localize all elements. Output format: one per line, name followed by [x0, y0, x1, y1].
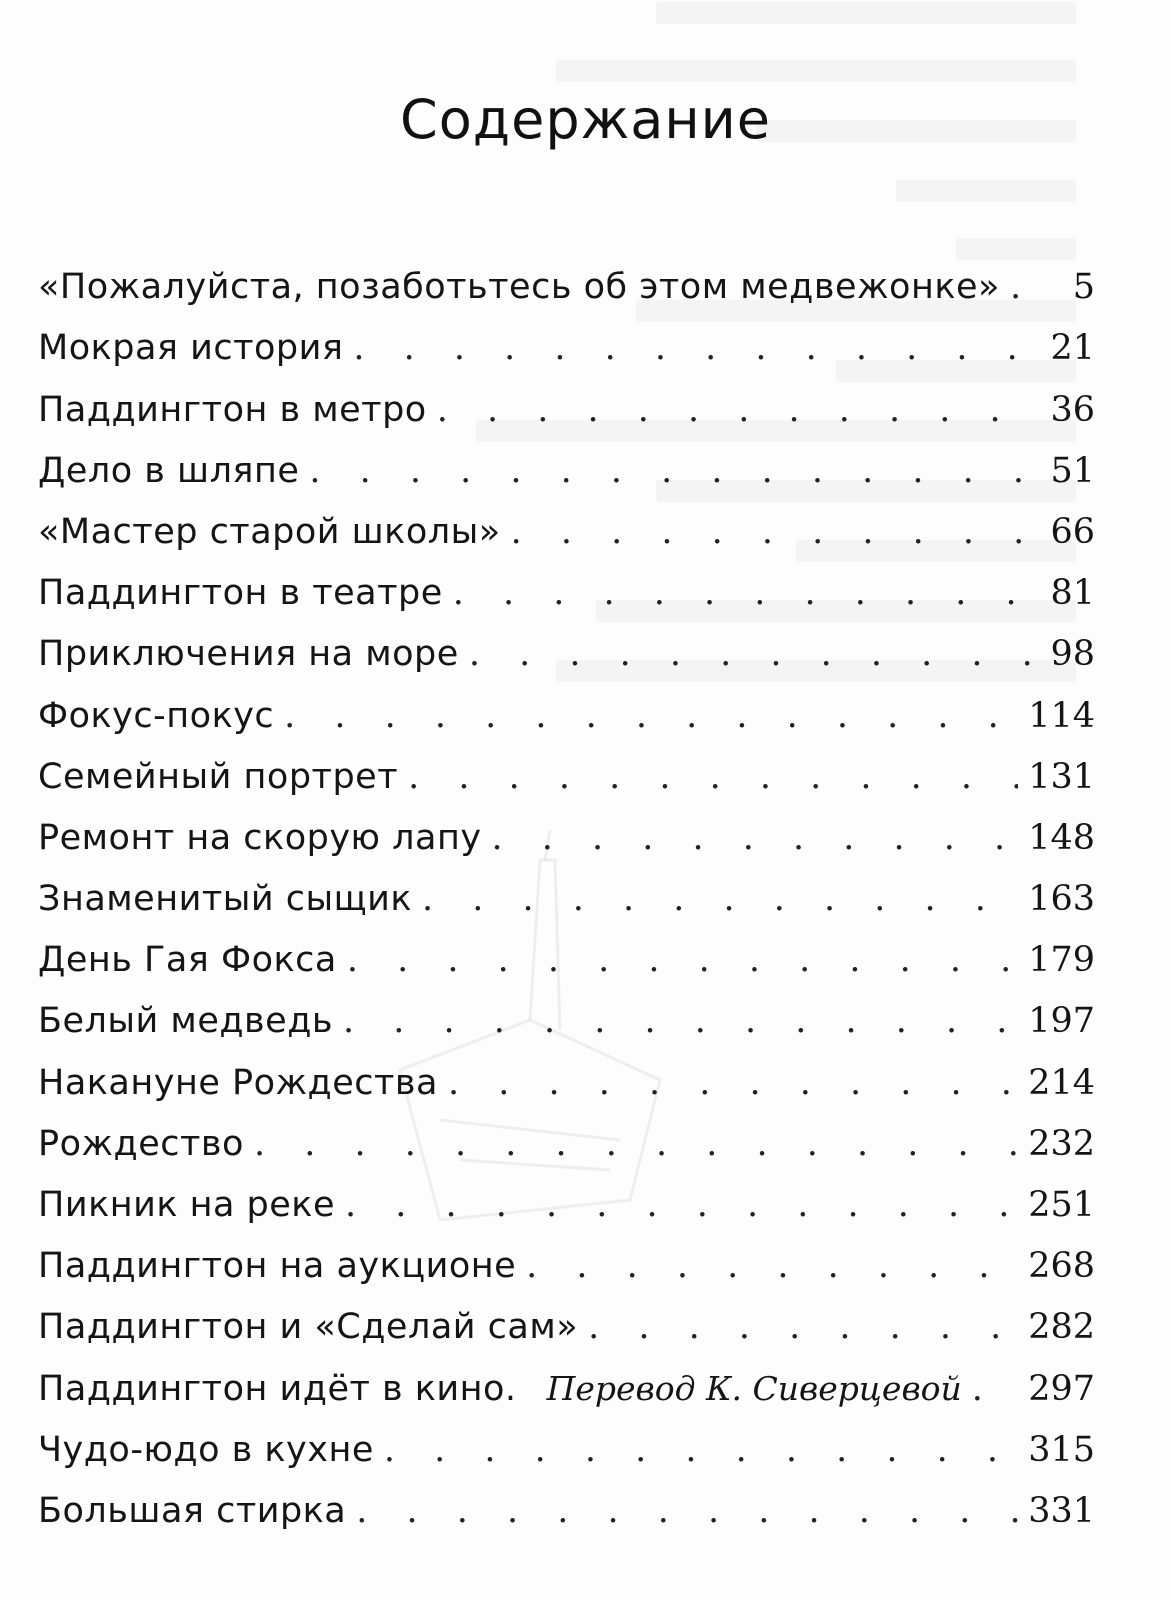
chapter-title: Паддингтон на аукционе: [38, 1246, 517, 1287]
chapter-title: Семейный портрет: [38, 756, 399, 797]
chapter-title: День Гая Фокса: [38, 940, 337, 981]
toc-entry[interactable]: [38, 860, 1095, 921]
dot-leader: [408, 755, 1018, 799]
toc-entry[interactable]: [38, 1105, 1095, 1166]
dot-leader: [437, 388, 1041, 432]
toc-entry[interactable]: [38, 1043, 1095, 1104]
chapter-title: Большая стирка: [38, 1490, 347, 1531]
chapter-title: Рождество: [38, 1123, 244, 1164]
page-number: 232: [1028, 1123, 1095, 1164]
page-number: 179: [1028, 940, 1095, 981]
dot-leader: [448, 1061, 1018, 1105]
dot-leader: [347, 938, 1018, 982]
dot-leader: [353, 326, 1040, 370]
toc-entry[interactable]: [38, 370, 1095, 431]
page-number: 21: [1050, 328, 1095, 369]
chapter-title: Пикник на реке: [38, 1185, 335, 1225]
chapter-title: «Мастер старой школы»: [38, 511, 501, 552]
page-number: 297: [1028, 1368, 1095, 1409]
page-number: 163: [1028, 879, 1095, 920]
toc-entry[interactable]: [38, 1288, 1095, 1349]
page-number: 148: [1028, 817, 1095, 858]
page-number: 214: [1028, 1062, 1095, 1103]
dot-leader: [469, 632, 1041, 676]
chapter-title: Чудо-юдо в кухне: [38, 1429, 374, 1470]
chapter-title: Белый медведь: [38, 1001, 334, 1042]
page-number: 315: [1028, 1429, 1095, 1470]
table-of-contents: [38, 248, 1095, 1533]
page-number: 331: [1028, 1490, 1095, 1531]
page-number: 5: [1072, 267, 1095, 308]
toc-entry[interactable]: [38, 921, 1095, 982]
chapter-title: Накануне Рождества: [38, 1062, 438, 1103]
dot-leader: [511, 510, 1041, 554]
chapter-title: Паддингтон в метро: [38, 389, 427, 430]
dot-leader: [356, 1489, 1018, 1533]
page-number: 81: [1050, 573, 1095, 614]
chapter-title: Ремонт на скорую лапу: [38, 817, 482, 858]
toc-entry[interactable]: [38, 432, 1095, 493]
chapter-title: Паддингтон и «Сделай сам»: [38, 1307, 579, 1348]
chapter-title: Фокус-покус: [38, 695, 275, 736]
page-number: 268: [1028, 1246, 1095, 1287]
dot-leader: [284, 694, 1018, 738]
toc-entry[interactable]: [38, 554, 1095, 615]
toc-entry[interactable]: [38, 676, 1095, 737]
dot-leader: [492, 816, 1019, 860]
page-title: Содержание: [400, 88, 771, 151]
toc-entry[interactable]: [38, 982, 1095, 1043]
toc-entry[interactable]: [38, 493, 1095, 554]
page-number: 131: [1028, 756, 1095, 797]
toc-entry[interactable]: [38, 738, 1095, 799]
translator-note: Перевод К. Сиверцевой: [546, 1368, 962, 1408]
chapter-title: Паддингтон в театре: [38, 573, 443, 614]
page-number: 114: [1028, 695, 1095, 736]
page-number: 51: [1050, 450, 1095, 491]
dot-leader: [422, 877, 1018, 921]
chapter-title: «Пожалуйста, позаботьтесь об этом медвежонке»: [38, 267, 1000, 308]
toc-entry[interactable]: [38, 1166, 1095, 1227]
toc-entry[interactable]: [38, 248, 1095, 309]
chapter-title: Дело в шляпе: [38, 450, 300, 491]
dot-leader: [453, 571, 1041, 615]
chapter-title: Паддингтон идёт в кино.: [38, 1368, 517, 1409]
toc-entry[interactable]: [38, 309, 1095, 370]
page-number: 197: [1028, 1001, 1095, 1042]
chapter-title: Приключения на море: [38, 634, 459, 675]
dot-leader: [588, 1305, 1018, 1349]
toc-entry[interactable]: [38, 1472, 1095, 1533]
chapter-title: Мокрая история: [38, 328, 344, 369]
toc-entry[interactable]: [38, 1411, 1095, 1472]
dot-leader: [1010, 265, 1063, 309]
page-number: 251: [1028, 1185, 1095, 1225]
dot-leader: [384, 1428, 1018, 1472]
dot-leader: [526, 1244, 1018, 1288]
page-number: 98: [1050, 634, 1095, 675]
dot-leader: [972, 1367, 1018, 1411]
page-number: 282: [1028, 1307, 1095, 1348]
toc-entry[interactable]: [38, 615, 1095, 676]
toc-entry[interactable]: [38, 799, 1095, 860]
dot-leader: [343, 999, 1018, 1043]
page-number: 66: [1050, 511, 1095, 552]
toc-entry[interactable]: [38, 1227, 1095, 1288]
dot-leader: [309, 449, 1040, 493]
chapter-title: Знаменитый сыщик: [38, 879, 412, 920]
dot-leader: [345, 1183, 1018, 1227]
dot-leader: [254, 1122, 1018, 1166]
toc-entry[interactable]: [38, 1349, 1095, 1410]
page-number: 36: [1050, 389, 1095, 430]
